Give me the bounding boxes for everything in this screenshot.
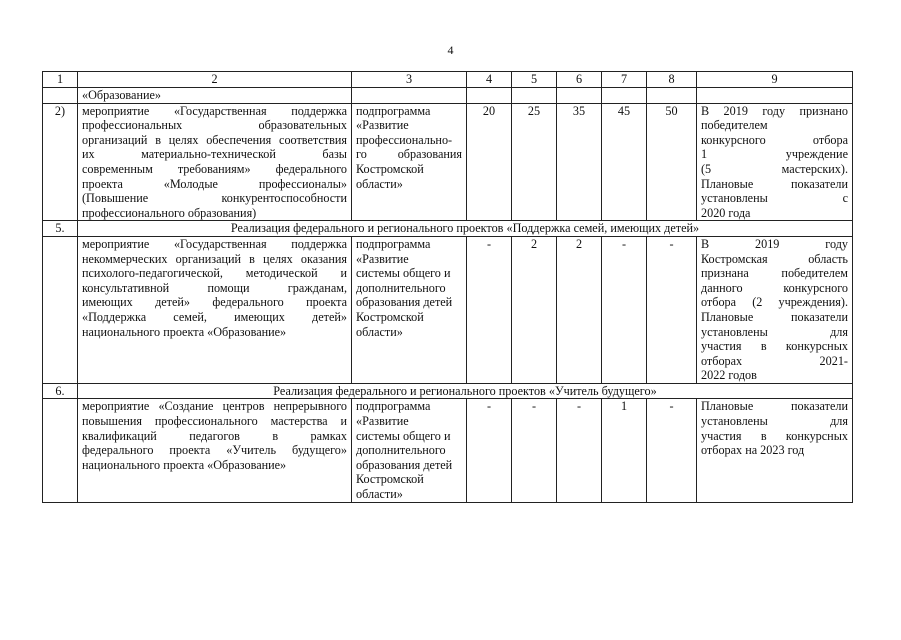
value-cell: 20	[467, 103, 512, 221]
value-cell: 2	[512, 236, 557, 383]
section-number: 6.	[43, 383, 78, 399]
value-cell: 50	[647, 103, 697, 221]
event-line: организаций в целях обеспечения соответствия	[82, 132, 347, 147]
note-cell: В 2019 году признано победителем конкурсного отбора 1 учреждение (5 мастерских). Плановые показатели установлены с 2020 года	[697, 103, 853, 221]
value-cell: 35	[557, 103, 602, 221]
header-cell: 1	[43, 72, 78, 88]
header-cell: 9	[697, 72, 853, 88]
number-cell	[43, 88, 78, 104]
table-row	[43, 399, 853, 502]
event-line: мероприятие «Государственная поддержка	[82, 103, 347, 118]
header-cell: 5	[512, 72, 557, 88]
value-cell: -	[647, 236, 697, 383]
note-cell: Плановые показатели установлены для участия в конкурсных отборах на 2023 год	[697, 399, 853, 502]
value-cell: -	[512, 399, 557, 502]
table-row	[43, 103, 853, 221]
header-row	[43, 72, 853, 88]
event-line: их материально-технической базы	[82, 147, 347, 162]
event-cell	[78, 103, 352, 221]
header-cell: 6	[557, 72, 602, 88]
section-number: 5.	[43, 221, 78, 237]
event-cell: мероприятие «Создание центров непрерывного повышения профессионального мастерства и квалификаций педагогов в рамках федерального проекта «Учитель будущего» национального проекта «Образование»	[78, 399, 352, 502]
number-cell	[43, 236, 78, 383]
section-title: Реализация федерального и регионального проектов «Учитель будущего»	[78, 383, 853, 399]
value-cell: -	[467, 236, 512, 383]
header-cell: 7	[602, 72, 647, 88]
note-cell: В 2019 году Костромская область признана победителем данного конкурсного отбора (2 учреждения). Плановые показатели установлены для участия в конкурсных отборах 2021- 2022 годов	[697, 236, 853, 383]
event-cell: мероприятие «Государственная поддержка некоммерческих организаций в целях оказания психолого-педагогической, методической и консультативной помощи гражданам, имеющих детей» федерального проекта «Поддержка семей, имеющих детей» национального проекта «Образование»	[78, 236, 352, 383]
program-cell: подпрограмма «Развитие системы общего и дополнительного образования детей Костромской области»	[352, 236, 467, 383]
value-cell: 25	[512, 103, 557, 221]
program-cell: подпрограмма «Развитие профессионально- го образования Костромской области»	[352, 103, 467, 221]
table-row	[43, 236, 853, 383]
header-cell: 4	[467, 72, 512, 88]
event-line: проекта «Молодые профессионалы»	[82, 176, 347, 191]
event-line: профессиональных образовательных	[82, 118, 347, 133]
program-cell: подпрограмма «Развитие системы общего и дополнительного образования детей Костромской области»	[352, 399, 467, 502]
header-cell: 2	[78, 72, 352, 88]
header-cell: 3	[352, 72, 467, 88]
value-cell: -	[602, 236, 647, 383]
header-cell: 8	[647, 72, 697, 88]
event-line: современным требованиям» федерального	[82, 161, 347, 176]
section-row	[43, 383, 853, 399]
page-number: 4	[447, 43, 454, 57]
value-cell: 2	[557, 236, 602, 383]
continuation-row	[43, 88, 853, 104]
event-line: (Повышение конкурентоспособности	[82, 191, 347, 206]
measures-table	[42, 71, 853, 503]
row-number: 2)	[43, 103, 78, 221]
value-cell: 45	[602, 103, 647, 221]
value-cell: 1	[602, 399, 647, 502]
value-cell: -	[647, 399, 697, 502]
number-cell	[43, 399, 78, 502]
section-row	[43, 221, 853, 237]
continuation-text: «Образование»	[78, 88, 352, 104]
event-line: профессионального образования)	[82, 205, 257, 220]
value-cell: -	[557, 399, 602, 502]
value-cell: -	[467, 399, 512, 502]
section-title: Реализация федерального и регионального проектов «Поддержка семей, имеющих детей»	[78, 221, 853, 237]
